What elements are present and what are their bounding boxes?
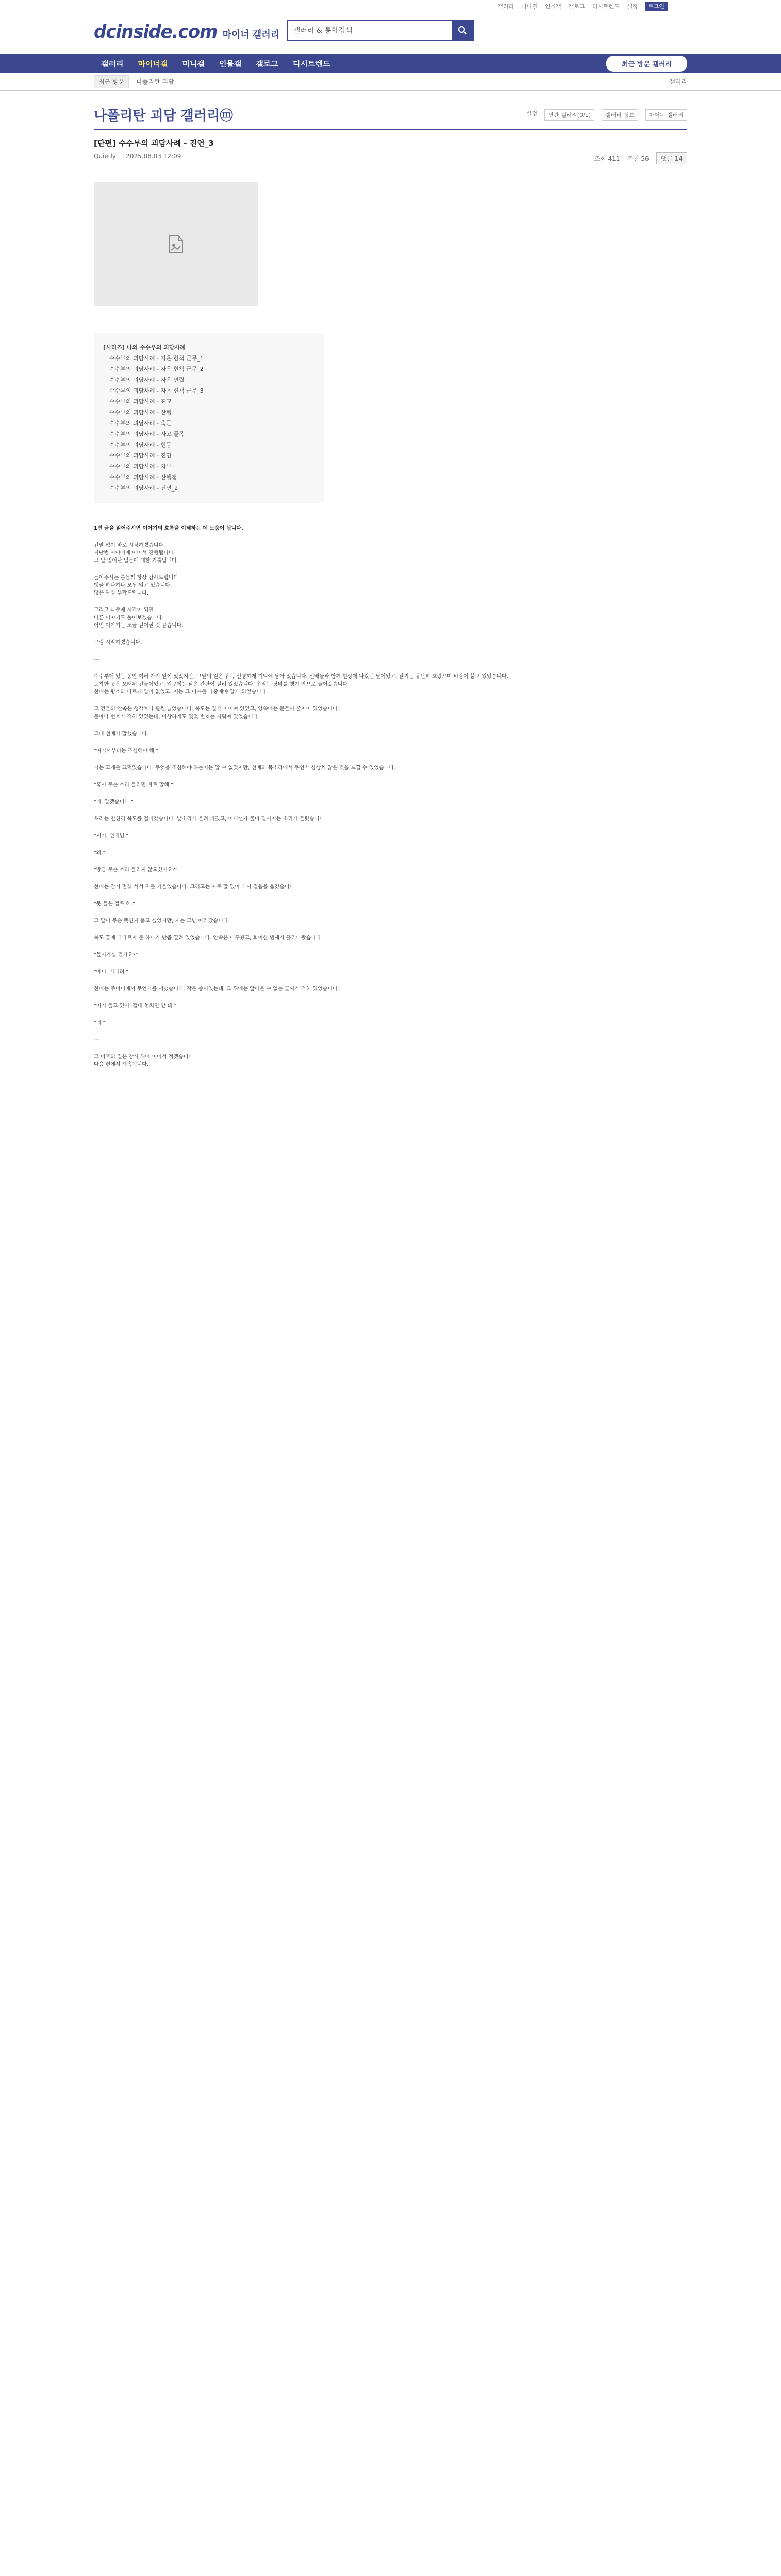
body-paragraph: "이거 들고 있어. 절대 놓치면 안 돼." bbox=[94, 1003, 177, 1009]
util-link[interactable]: 미니갤 bbox=[521, 3, 538, 10]
body-paragraph: 선배는 잠시 멈춰 서서 귀를 기울였습니다. 그러고는 아무 말 없이 다시 걸음을 옮겼습니다. bbox=[94, 884, 296, 890]
body-paragraph: 우리는 천천히 복도를 걸어갔습니다. 발소리가 울려 퍼졌고, 어디선가 물이 떨어지는 소리가 들렸습니다. bbox=[94, 816, 326, 822]
series-item[interactable]: 수수부의 괴담사례 - 산행점 bbox=[109, 474, 177, 481]
series-item[interactable]: 수수부의 괴담사례 - 산행 bbox=[109, 409, 172, 416]
series-item[interactable]: 수수부의 괴담사례 - 표교 bbox=[109, 398, 172, 405]
body-paragraph: 그 이후의 일은 잠시 뒤에 이어서 적겠습니다. 다음 편에서 계속됩니다. bbox=[94, 1054, 195, 1067]
series-item[interactable]: 수수부의 괴담사례 - 현동 bbox=[109, 442, 172, 448]
gallery-option[interactable]: 설정 bbox=[526, 110, 538, 117]
post-likes: 추천 56 bbox=[627, 155, 649, 162]
post-meta: Quietly | 2025.08.03 12:09 조회 411 추천 56 댓글 14 bbox=[94, 152, 687, 164]
body-paragraph: 그럼 시작하겠습니다. bbox=[94, 640, 142, 646]
nav-item[interactable]: 갤로그 bbox=[256, 59, 278, 69]
body-paragraph: 수수부에 있는 동안 여러 가지 일이 있었지만, 그날의 일은 유독 선명하게 기억에 남아 있습니다. 선배들과 함께 현장에 나갔던 날이었고, 날씨는 유난히 흐렸으며 바람이 불고 있었습니다. 도착한 곳은 오래된 건물이었고, 입구에는 낡은 간판이 걸려 있었습니다. 우리는 장비를 챙겨 안으로 들어갔습니다. 선배는 평소와 다르게 말이 없었고, 저는 그 이유를 나중에야 알게 되었습니다. bbox=[94, 674, 508, 695]
gallery-options bbox=[526, 109, 687, 121]
post-body bbox=[94, 541, 687, 1069]
post-author[interactable]: Quietly bbox=[94, 152, 116, 160]
body-paragraph: 그리고 나중에 시간이 되면 다른 이야기도 풀어보겠습니다. 이번 이야기는 조금 길어질 것 같습니다. bbox=[94, 607, 184, 629]
series-list bbox=[94, 333, 324, 503]
util-link[interactable]: 설정 bbox=[626, 3, 638, 10]
util-link[interactable]: 로그인 bbox=[645, 2, 668, 11]
body-paragraph: "여기서부터는 조심해야 해." bbox=[94, 748, 158, 754]
search-input[interactable] bbox=[288, 21, 452, 40]
logo-sub: 마이너 갤러리 bbox=[222, 29, 280, 40]
series-item[interactable]: 수수부의 괴담사례 - 자은 헌책 근무_1 bbox=[109, 355, 204, 362]
series-item[interactable]: 수수부의 괴담사례 - 자은 헌책 근무_3 bbox=[109, 387, 204, 394]
body-paragraph: --- bbox=[94, 1037, 99, 1043]
post-date: 2025.08.03 12:09 bbox=[126, 152, 181, 160]
search-icon bbox=[458, 26, 467, 35]
nav-item[interactable]: 마이너갤 bbox=[138, 59, 168, 69]
body-paragraph: --- bbox=[94, 657, 99, 663]
body-paragraph: "네." bbox=[94, 1020, 106, 1026]
series-item[interactable]: 수수부의 괴담사례 - 진연 bbox=[109, 452, 172, 459]
post-image bbox=[94, 182, 258, 306]
utility-bar bbox=[0, 0, 781, 12]
util-link[interactable]: 인물갤 bbox=[544, 3, 561, 10]
post-title: [단편] 수수부의 괴담사례 - 진연_3 bbox=[94, 139, 214, 148]
recent-gallery-link[interactable]: 나폴리탄 괴담 bbox=[136, 78, 174, 86]
series-item[interactable]: 수수부의 괴담사례 - 축문 bbox=[109, 420, 172, 427]
series-item[interactable]: 수수부의 괴담사례 - 자은 헌책 근무_2 bbox=[109, 366, 204, 372]
content bbox=[94, 105, 687, 1069]
body-paragraph: "못 들은 걸로 해." bbox=[94, 901, 135, 907]
body-paragraph: "들어가실 건가요?" bbox=[94, 952, 138, 958]
gallery-option[interactable]: 갤러리 정보 bbox=[602, 109, 638, 121]
body-paragraph: 긴말 없이 바로 시작하겠습니다. 지난번 이야기에 이어서 진행됩니다. 그 날 일어난 일들에 대한 기록입니다. bbox=[94, 543, 178, 564]
main-nav bbox=[0, 54, 781, 73]
series-item[interactable]: 수수부의 괴담사례 - 차부 bbox=[109, 463, 172, 470]
search-bar bbox=[287, 20, 474, 41]
series-item[interactable]: 수수부의 괴담사례 - 진연_2 bbox=[109, 485, 178, 492]
body-paragraph: "혹시 무슨 소리 들리면 바로 말해." bbox=[94, 782, 173, 788]
gallery-option[interactable]: 연관 갤러리(0/1) bbox=[544, 109, 594, 121]
broken-image-icon bbox=[168, 235, 184, 253]
nav-item[interactable]: 디시트렌드 bbox=[292, 59, 330, 69]
post-notice: 1번 글을 읽어주시면 이야기의 흐름을 이해하는 데 도움이 됩니다. bbox=[94, 526, 243, 531]
body-paragraph: 선배는 주머니에서 무언가를 꺼냈습니다. 작은 종이였는데, 그 위에는 알아볼 수 없는 글씨가 적혀 있었습니다. bbox=[94, 986, 339, 992]
body-paragraph: 그때 선배가 말했습니다. bbox=[94, 731, 149, 737]
series-title: [시리즈] 나의 수수부의 괴담사례 bbox=[103, 344, 186, 351]
gallery-title[interactable]: 나폴리탄 괴담 갤러리ⓜ bbox=[94, 108, 234, 124]
nav-item[interactable]: 갤러리 bbox=[101, 59, 124, 69]
body-paragraph: "아니. 기다려." bbox=[94, 969, 129, 975]
series-item[interactable]: 수수부의 괴담사례 - 자은 연립 bbox=[109, 377, 185, 383]
sub-nav bbox=[0, 73, 781, 91]
site-logo[interactable] bbox=[94, 22, 279, 42]
body-paragraph: 복도 끝에 다다르자 문 하나가 반쯤 열려 있었습니다. 안쪽은 어두웠고, 희미한 냄새가 흘러나왔습니다. bbox=[94, 935, 323, 941]
nav-item[interactable]: 인물갤 bbox=[219, 59, 242, 69]
logo-brand: dcinside.com bbox=[94, 22, 218, 42]
util-link[interactable]: 디시트렌드 bbox=[592, 3, 620, 10]
body-paragraph: "네, 알겠습니다." bbox=[94, 799, 134, 805]
post-header bbox=[94, 130, 687, 170]
body-paragraph: 저는 고개를 끄덕였습니다. 무엇을 조심해야 하는지는 알 수 없었지만, 선배의 목소리에서 무언가 심상치 않은 것을 느낄 수 있었습니다. bbox=[94, 765, 396, 771]
gallery-option[interactable]: 마이너 갤러리 bbox=[645, 109, 687, 121]
body-paragraph: "저기, 선배님." bbox=[94, 833, 129, 839]
post-comments[interactable]: 댓글 14 bbox=[656, 152, 687, 164]
header bbox=[0, 12, 781, 54]
series-item[interactable]: 수수부의 괴담사례 - 사고 골목 bbox=[109, 431, 185, 437]
nav-item[interactable]: 미니갤 bbox=[182, 59, 205, 69]
body-paragraph: 그 말이 무슨 뜻인지 묻고 싶었지만, 저는 그냥 따라갔습니다. bbox=[94, 918, 230, 924]
util-link[interactable]: 갤러리 bbox=[497, 3, 514, 10]
search-button[interactable] bbox=[452, 21, 473, 40]
util-link[interactable]: 갤로그 bbox=[568, 3, 585, 10]
gallery-tools[interactable]: 갤러리 bbox=[669, 78, 687, 86]
gallery-header bbox=[94, 105, 687, 130]
body-paragraph: "방금 무슨 소리 들리지 않으셨어요?" bbox=[94, 867, 178, 873]
recent-tag[interactable]: 최근 방문 bbox=[94, 75, 129, 88]
recent-visited-button[interactable]: 최근 방문 갤러리 bbox=[606, 56, 687, 72]
body-paragraph: 들어주시는 분들께 항상 감사드립니다. 댓글 하나하나 모두 읽고 있습니다. 많은 관심 부탁드립니다. bbox=[94, 575, 180, 596]
body-paragraph: "왜." bbox=[94, 850, 106, 856]
post-views: 조회 411 bbox=[594, 155, 620, 162]
body-paragraph: 그 건물의 안쪽은 생각보다 훨씬 넓었습니다. 복도는 길게 이어져 있었고, 양쪽에는 문들이 줄지어 있었습니다. 문마다 번호가 적혀 있었는데, 이상하게도 몇몇 번호는 지워져 있었습니다. bbox=[94, 706, 339, 720]
